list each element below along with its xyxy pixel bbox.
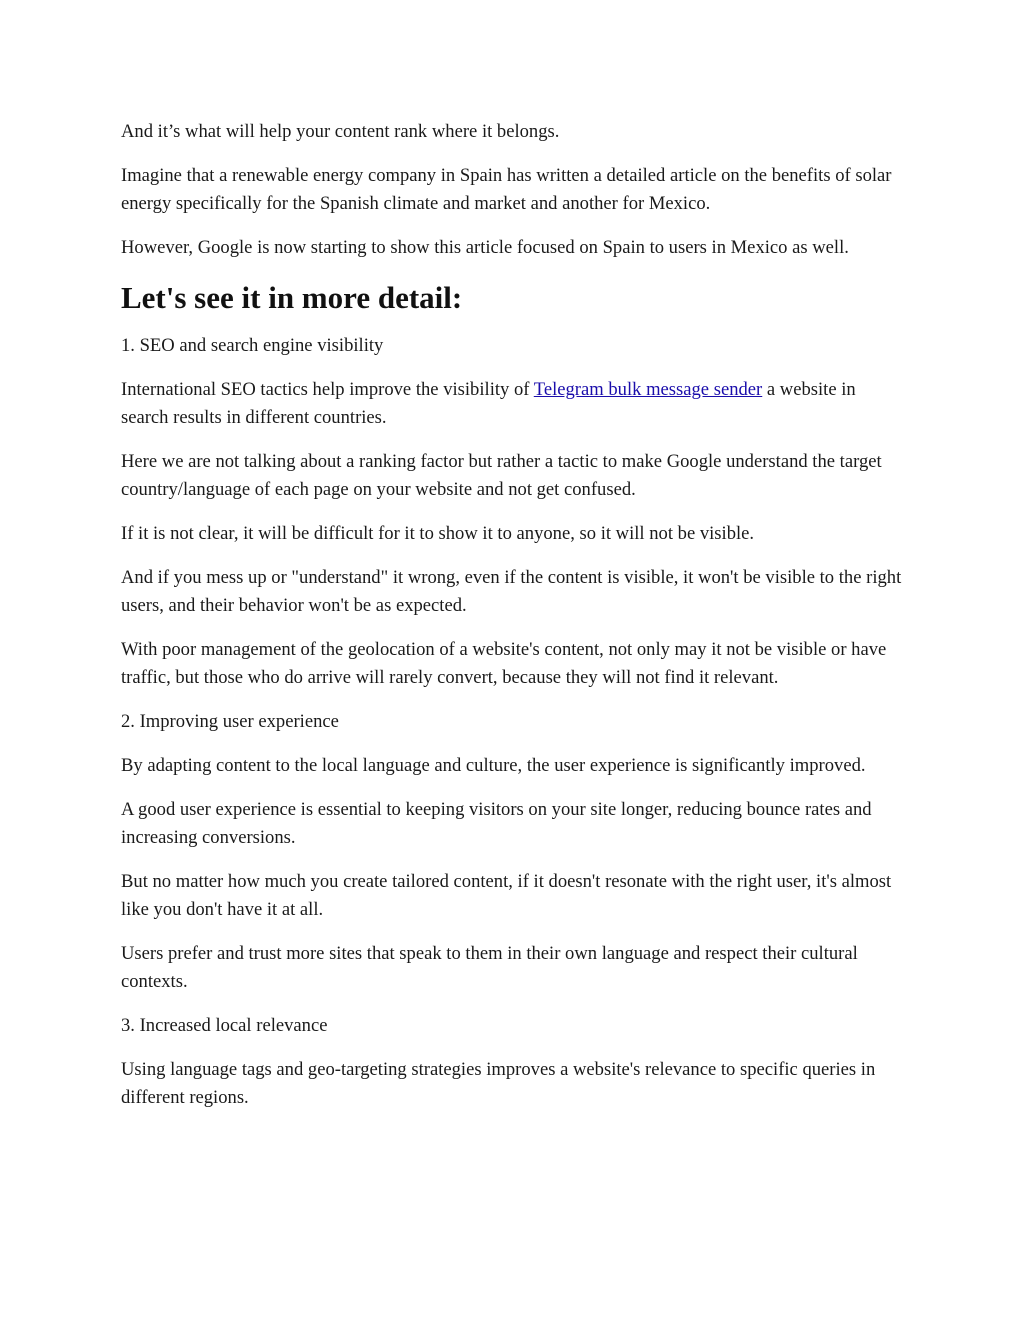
telegram-bulk-message-sender-link[interactable]: Telegram bulk message sender (533, 379, 763, 400)
paragraph-international-seo (121, 376, 903, 432)
paragraph-users-prefer: Users prefer and trust more sites that speak to them in their own language and respect their cultural contexts. (121, 943, 858, 992)
document-page (121, 118, 903, 1128)
section-title-user-experience: 2. Improving user experience (121, 711, 339, 732)
paragraph-tailored-content: But no matter how much you create tailored content, if it doesn't resonate with the right user, it's almost like you don't have it at all. (121, 871, 892, 920)
paragraph-good-user-experience: A good user experience is essential to keeping visitors on your site longer, reducing bounce rates and increasing conversions. (121, 799, 872, 848)
paragraph-renewable-energy-example: Imagine that a renewable energy company in Spain has written a detailed article on the benefits of solar energy specifically for the Spanish climate and market and another for Mexico. (121, 165, 892, 214)
paragraph-ranking-factor: Here we are not talking about a ranking factor but rather a tactic to make Google understand the target country/language of each page on your website and not get confused. (121, 451, 882, 500)
paragraph-text-before-link: International SEO tactics help improve the visibility of (121, 379, 534, 400)
paragraph-poor-management: With poor management of the geolocation of a website's content, not only may it not be visible or have traffic, but those who do arrive will rarely convert, because they will not find it relevant. (121, 639, 887, 688)
paragraph-google-mexico: However, Google is now starting to show this article focused on Spain to users in Mexico as well. (121, 237, 849, 258)
section-heading: Let's see it in more detail: (121, 280, 463, 315)
paragraph-text-after-link: a website in search results in different countries. (121, 379, 856, 428)
paragraph-content-rank: And it’s what will help your content rank where it belongs. (121, 121, 560, 142)
paragraph-adapting-content: By adapting content to the local language and culture, the user experience is significantly improved. (121, 755, 866, 776)
section-title-seo-visibility: 1. SEO and search engine visibility (121, 335, 384, 356)
paragraph-not-clear: If it is not clear, it will be difficult for it to show it to anyone, so it will not be visible. (121, 523, 755, 544)
paragraph-language-tags: Using language tags and geo-targeting strategies improves a website's relevance to specific queries in different regions. (121, 1059, 876, 1108)
paragraph-mess-up: And if you mess up or "understand" it wrong, even if the content is visible, it won't be visible to the right users, and their behavior won't be as expected. (121, 567, 902, 616)
section-title-local-relevance: 3. Increased local relevance (121, 1015, 328, 1036)
